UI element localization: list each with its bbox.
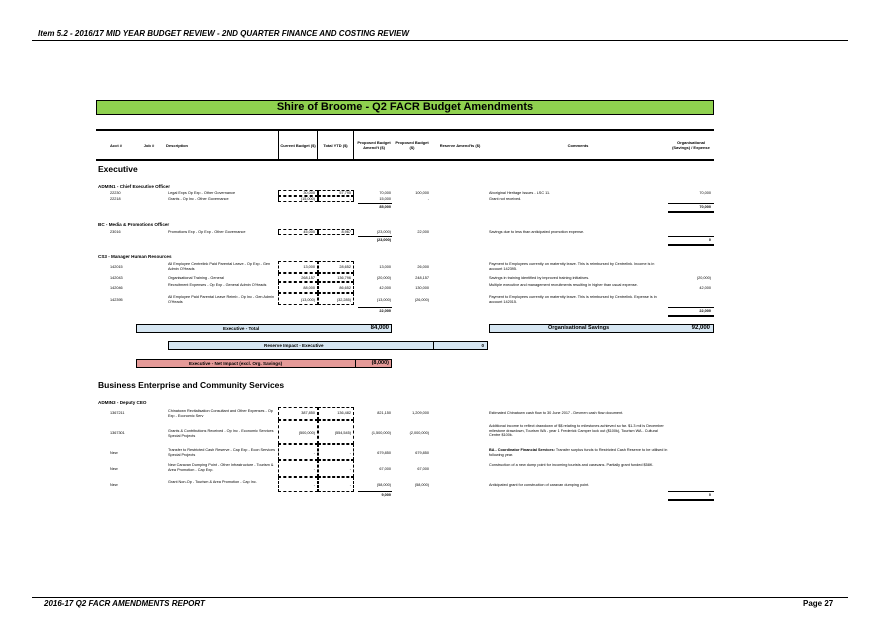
ytd-cell: 8,967 xyxy=(341,230,351,234)
acct-cell: 142043 xyxy=(110,276,123,280)
current-cell: (13,000) xyxy=(300,298,315,302)
acct-cell: 22218 xyxy=(110,197,121,201)
executive-total-label: Executive - Total xyxy=(223,326,260,331)
desc-cell: Grants & Contributions Received - Op Inc - Economic Services Special Projects xyxy=(168,429,274,438)
current-cell: 13,000 xyxy=(303,265,315,269)
org-cell: 70,000 xyxy=(699,191,711,195)
acct-cell: 22230 xyxy=(110,191,121,195)
ytd-cell: 86,652 xyxy=(339,286,351,290)
page-header-title: Item 5.2 - 2016/17 MID YEAR BUDGET REVIEW - 2ND QUARTER FINANCE AND COSTING REVIEW xyxy=(38,29,410,38)
col-total-ytd: Total YTD ($) xyxy=(318,131,354,159)
comment-cell: Savings in training identified by improved training initiatives. xyxy=(489,276,590,280)
ytd-cell: - xyxy=(349,467,351,471)
group-subtotal: 9,000 xyxy=(381,493,391,497)
org-subtotal: 22,000 xyxy=(699,309,711,313)
comment-cell: Estimated Chinatown cash flow to 30 June 2017 - Devmen cash flow document. xyxy=(489,411,624,415)
amend-cell: 679,850 xyxy=(377,451,391,455)
comment-cell: Savings due to less than anticipated promotion expense. xyxy=(489,230,585,234)
net-impact-value: (8,000) xyxy=(371,360,389,366)
proposed-cell: - xyxy=(427,197,429,201)
current-cell: (15,000) xyxy=(300,197,315,201)
desc-cell: Promotions Exp - Op Exp - Other Governance xyxy=(168,230,246,234)
col-reserve-amend: Reserve Amend'ts ($) xyxy=(439,142,481,148)
proposed-cell: (26,000) xyxy=(414,298,429,302)
ytd-cell: 28,652 xyxy=(339,265,351,269)
desc-cell: Recruitment Expenses - Op Exp - General Admin O'Heads xyxy=(168,283,267,287)
proposed-cell: 248,157 xyxy=(415,276,429,280)
executive-total-value: 84,000 xyxy=(370,325,389,331)
current-cell: - xyxy=(313,451,315,455)
desc-cell: Chinatown Revitalisation Consultant and Other Expenses - Op Exp - Economic Serv xyxy=(168,409,273,418)
desc-cell: Grant Non-Op - Tourism & Area Promotion - Cap Inc. xyxy=(168,480,257,484)
comment-bold: BA - Coordinator Financial Services: xyxy=(489,448,555,452)
desc-cell: Transfer to Restricted Cash Reserve - Cap Exp - Econ Services Special Projects xyxy=(168,448,276,457)
net-impact-label: Executive - Net Impact (excl. Org. Savings) xyxy=(189,361,283,366)
amend-cell: (1,500,000) xyxy=(371,431,391,435)
desc-cell: New Caravan Dumping Point - Other Infrastructure - Tourism & Area Promotion - Cap Exp. xyxy=(168,463,274,472)
ytd-cell: - xyxy=(349,197,351,201)
amend-cell: 42,000 xyxy=(379,286,391,290)
amend-cell: 821,150 xyxy=(377,411,391,415)
current-cell: 45,000 xyxy=(303,230,315,234)
column-header-row xyxy=(96,129,714,161)
header-rule xyxy=(32,40,848,41)
executive-total-bar xyxy=(136,324,392,333)
comment-cell: Payment to Employees currently on maternity leave. This is reimbursed by Centrelink. Income is in account 142395. xyxy=(489,262,655,271)
reserve-impact-value: 0 xyxy=(481,343,484,348)
acct-cell: New xyxy=(110,451,118,455)
current-cell: - xyxy=(313,467,315,471)
amend-cell: (23,000) xyxy=(376,230,391,234)
org-subtotal: 0 xyxy=(708,493,711,497)
proposed-cell: 67,000 xyxy=(417,467,429,471)
acct-cell: New xyxy=(110,483,118,487)
amend-cell: 15,000 xyxy=(379,197,391,201)
reserve-impact-label: Reserve Impact - Executive xyxy=(264,343,324,348)
proposed-cell: 26,000 xyxy=(417,265,429,269)
proposed-cell: 130,000 xyxy=(415,286,429,290)
amend-cell: 70,000 xyxy=(379,191,391,195)
proposed-cell: 100,000 xyxy=(415,191,429,195)
section-title-executive: Executive xyxy=(98,164,138,174)
proposed-cell: 679,850 xyxy=(415,451,429,455)
col-comments: Comments xyxy=(567,142,589,148)
group-title: ADMIN3 - Deputy CEO xyxy=(98,400,147,405)
acct-cell: 142046 xyxy=(110,286,123,290)
org-savings-bar xyxy=(489,324,714,333)
acct-cell: 1367211 xyxy=(110,411,125,415)
comment-cell: Additional income to reflect drawdown of $$ relating to milestones achieved so far. $1.3 mil is December milestone drawdown, Tourism WA - year 1 Frederick Camper lock out ($100k), Tourism WA - Cultural Centre $100k. xyxy=(489,424,664,438)
desc-cell: Legal Exps Op Exp - Other Governance xyxy=(168,191,236,195)
org-cell: (20,000) xyxy=(696,276,711,280)
current-cell: 88,000 xyxy=(303,286,315,290)
acct-cell: 142015 xyxy=(110,265,123,269)
footer-report-name: 2016-17 Q2 FACR AMENDMENTS REPORT xyxy=(44,599,205,608)
report-banner: Shire of Broome - Q2 FACR Budget Amendments xyxy=(96,100,714,115)
proposed-cell: 1,209,000 xyxy=(412,411,429,415)
current-cell: - xyxy=(313,483,315,487)
org-subtotal: 70,000 xyxy=(699,205,711,209)
comment-cell: Multiple executive and management recruitments resulting in higher than usual expense. xyxy=(489,283,638,287)
amend-cell: (13,000) xyxy=(376,298,391,302)
comment-cell: Anticipated grant for construction of caravan dumping point. xyxy=(489,483,590,487)
current-cell: 268,157 xyxy=(301,276,315,280)
col-proposed-amend: Proposed Budget Amend't ($) xyxy=(357,140,391,150)
amend-cell: 13,000 xyxy=(379,265,391,269)
desc-cell: Organisational Training - General xyxy=(168,276,224,280)
col-current-budget: Current Budget ($) xyxy=(278,131,318,159)
ytd-cell: (554,545) xyxy=(334,431,351,435)
group-subtotal: 85,000 xyxy=(379,205,391,209)
footer-page-number: Page 27 xyxy=(803,599,834,608)
group-title: BC - Media & Promotions Officer xyxy=(98,222,170,227)
comment-cell xyxy=(489,448,669,457)
comment-text: Transfer surplus funds to Restricted Cash Reserve to be utilised in following year. xyxy=(489,448,668,457)
comment-cell: Construction of a new dump point for incoming tourists and caravans. Partially grant funded $58K. xyxy=(489,463,654,467)
proposed-cell: (2,000,000) xyxy=(409,431,429,435)
ytd-cell: - xyxy=(349,483,351,487)
current-cell: 30,000 xyxy=(303,191,315,195)
comment-cell: Grant not received. xyxy=(489,197,522,201)
desc-cell: All Employee Paid Parental Leave Reimb - Op Inc - Gen Admin O'Heads xyxy=(168,295,275,304)
current-cell: 387,850 xyxy=(301,411,315,415)
group-subtotal: (23,000) xyxy=(376,238,391,242)
acct-cell: 23016 xyxy=(110,230,121,234)
col-description: Description xyxy=(166,142,189,148)
col-org-savings: Organisational (Savings) / Expense xyxy=(672,140,710,150)
col-job: Job # xyxy=(143,142,155,148)
org-subtotal: 0 xyxy=(708,238,711,242)
ytd-cell: 57,795 xyxy=(339,191,351,195)
desc-cell: All Employee Centrelink Paid Parental Leave - Op Exp - Gen Admin O'Heads xyxy=(168,262,271,271)
ytd-cell: 136,482 xyxy=(337,411,351,415)
amend-cell: (58,000) xyxy=(376,483,391,487)
org-cell: 42,000 xyxy=(699,286,711,290)
org-savings-value: 92,000 xyxy=(691,325,710,331)
proposed-cell: 22,000 xyxy=(417,230,429,234)
desc-cell: Grants - Op Inc - Other Governance xyxy=(168,197,229,201)
section-title-becs: Business Enterprise and Community Services xyxy=(98,380,285,390)
org-savings-label: Organisational Savings xyxy=(548,325,610,331)
ytd-cell: - xyxy=(349,451,351,455)
net-impact-bar xyxy=(136,359,392,368)
ytd-cell: 136,796 xyxy=(337,276,351,280)
comment-cell: Payment to Employees currently on maternity leave. This is reimbursed by Centrelink. Expense is in account 142015. xyxy=(489,295,657,304)
amend-cell: 67,000 xyxy=(379,467,391,471)
amend-cell: (20,000) xyxy=(376,276,391,280)
acct-cell: 1367301 xyxy=(110,431,125,435)
col-proposed-budget: Proposed Budget ($) xyxy=(395,140,429,150)
reserve-impact-bar xyxy=(168,341,488,350)
acct-cell: New xyxy=(110,467,118,471)
proposed-cell: (58,000) xyxy=(414,483,429,487)
acct-cell: 142395 xyxy=(110,298,123,302)
group-subtotal: 22,000 xyxy=(379,309,391,313)
current-cell: (500,000) xyxy=(298,431,315,435)
comment-cell: Aboriginal Heritage Issues - LSC 11. xyxy=(489,191,551,195)
col-acct: Acct # xyxy=(109,142,122,148)
group-title: CS3 - Manager Human Resources xyxy=(98,254,172,259)
footer-rule xyxy=(32,597,848,598)
group-title: ADMIN1 - Chief Executive Officer xyxy=(98,184,170,189)
ytd-cell: (32,285) xyxy=(336,298,351,302)
